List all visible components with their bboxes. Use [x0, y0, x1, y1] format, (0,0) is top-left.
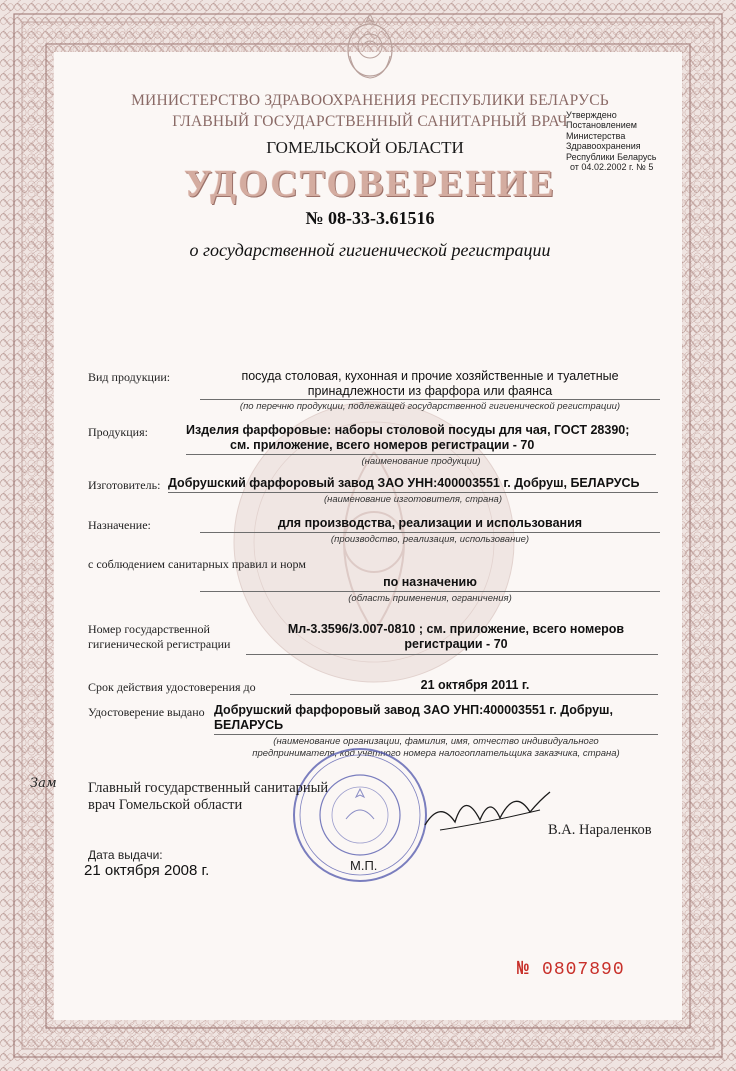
handwritten-note: Зам	[30, 776, 57, 791]
compliance-rule	[200, 591, 660, 592]
validity-label: Срок действия удостоверения до	[88, 680, 256, 694]
issue-date-label: Дата выдачи:	[88, 848, 163, 862]
serial-value: 0807890	[542, 960, 625, 980]
registration-number-label-1: Номер государственной	[88, 622, 210, 636]
product-type-value-2: принадлежности из фарфора или фаянса	[307, 384, 553, 398]
registration-number-value-2: регистрации - 70	[404, 637, 508, 651]
compliance-label: с соблюдением санитарных правил и норм	[88, 557, 306, 571]
signature-title-1: Главный государственный санитарный	[88, 780, 329, 796]
manufacturer-rule	[168, 492, 658, 493]
product-type-hint: (по перечню продукции, подлежащей государственной гигиенической регистрации)	[239, 401, 621, 412]
signature-title-2: врач Гомельской области	[88, 797, 243, 813]
issue-date-value: 21 октября 2008 г.	[84, 862, 210, 879]
product-label: Продукция:	[88, 425, 148, 439]
compliance-hint: (область применения, ограничения)	[348, 593, 512, 604]
chief-doctor-heading: ГЛАВНЫЙ ГОСУДАРСТВЕННЫЙ САНИТАРНЫЙ ВРАЧ	[172, 113, 568, 130]
stamp-place-label: М.П.	[350, 858, 378, 873]
purpose-label: Назначение:	[88, 518, 151, 532]
product-hint: (наименование продукции)	[361, 456, 481, 467]
product-rule	[186, 454, 656, 455]
product-type-value-1: посуда столовая, кухонная и прочие хозяйственные и туалетные	[241, 369, 619, 383]
product-type-rule	[200, 399, 660, 400]
validity-value: 21 октября 2011 г.	[420, 678, 530, 692]
serial-number	[517, 958, 625, 981]
registration-number-label-2: гигиенической регистрации	[88, 637, 231, 651]
product-type-label: Вид продукции:	[88, 370, 171, 384]
issued-to-hint-2: предпринимателя, код учетного номера налогоплательщика заказчика, страна)	[252, 748, 620, 759]
manufacturer-label: Изготовитель:	[88, 478, 161, 492]
issued-to-rule	[214, 734, 658, 735]
issued-to-hint-1: (наименование организации, фамилия, имя, отчество индивидуального	[273, 736, 599, 747]
registration-rule	[246, 654, 658, 655]
purpose-value: для производства, реализации и использования	[277, 516, 583, 530]
issued-to-value-2: БЕЛАРУСЬ	[214, 718, 284, 732]
validity-rule	[290, 694, 658, 695]
belarus-emblem-icon	[340, 6, 400, 86]
product-value-1: Изделия фарфоровые: наборы столовой посуды для чая, ГОСТ 28390;	[186, 423, 630, 437]
document-subtitle: о государственной гигиенической регистрации	[189, 240, 551, 260]
issued-to-label: Удостоверение выдано	[88, 705, 205, 719]
purpose-hint: (производство, реализация, использование)	[330, 534, 530, 545]
approval-note: Утверждено Постановлением Министерства Здравоохранения Республики Беларусь от 04.02.2002 г. № 5	[566, 110, 657, 173]
signer-name: В.А. Нараленков	[548, 822, 652, 838]
compliance-value: по назначению	[383, 575, 477, 589]
ministry-heading: МИНИСТЕРСТВО ЗДРАВООХРАНЕНИЯ РЕСПУБЛИКИ БЕЛАРУСЬ	[131, 92, 609, 109]
manufacturer-value: Добрушский фарфоровый завод ЗАО УНН:400003551 г. Добруш, БЕЛАРУСЬ	[168, 476, 640, 490]
serial-prefix: №	[517, 958, 531, 981]
document-title: УДОСТОВЕРЕНИЕ	[184, 163, 556, 205]
handwritten-signature	[420, 780, 560, 840]
manufacturer-hint: (наименование изготовителя, страна)	[323, 494, 503, 505]
certificate-number: № 08-33-3.61516	[305, 208, 435, 228]
registration-number-value-1: Мл-3.3596/3.007-0810 ; см. приложение, всего номеров	[287, 622, 625, 636]
purpose-rule	[200, 532, 660, 533]
region-heading: ГОМЕЛЬСКОЙ ОБЛАСТИ	[266, 138, 464, 157]
product-value-2: см. приложение, всего номеров регистрации - 70	[230, 438, 535, 452]
issued-to-value-1: Добрушский фарфоровый завод ЗАО УНП:400003551 г. Добруш,	[214, 703, 613, 717]
